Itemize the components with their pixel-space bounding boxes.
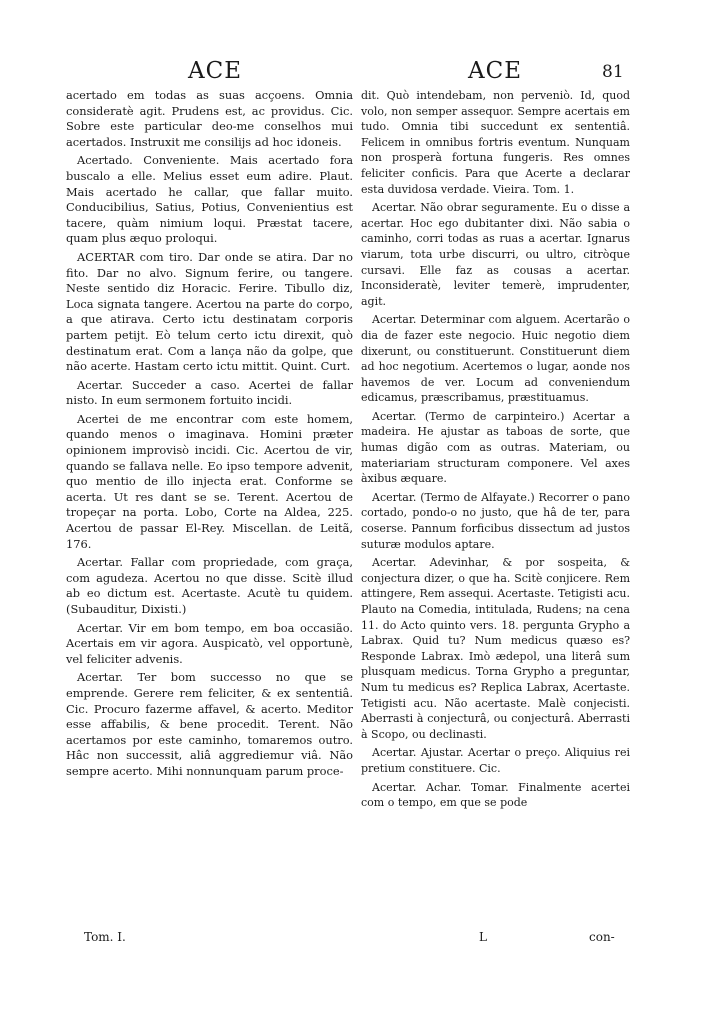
entry-paragraph: Acertar. Fallar com propriedade, com graça, com agudeza. Acertou no que disse. Scitè illud ab eo dictum est. Acertaste. Acutè tu quidem. (Subauditur, Dixisti.)	[66, 555, 353, 616]
entry-paragraph: Acertar. Ter bom successo no que se emprende. Gerere rem feliciter, & ex sententiâ. Cic. Procuro fazerme affavel, & acerto. Meditor esse affabilis, & bene procedit. Terent. Não acertamos por este caminho, tomaremos outro. Hâc non successit, aliâ aggrediemur viâ. Não sempre acerto. Mihi nonnunquam parum proce-	[66, 670, 353, 778]
entry-paragraph: Acertar. Adevinhar, & por sospeita, & conjectura dizer, o que ha. Scitè conjicere. Rem attingere, Rem assequi. Acertaste. Tetigisti acu. Plauto na Comedia, intitulada, Rudens; na cena 11. do Acto quinto vers. 18. pergunta Grypho a Labrax. Quid tu? Num medicus quæso es? Responde Labrax. Imò ædepol, una literâ sum plusquam medicus. Torna Grypho a preguntar, Num tu medicus es? Replica Labrax, Acertaste. Tetigisti acu. Não acertaste. Malè conjecisti. Aberrasti à conjecturâ, ou conjecturâ. Aberrasti à Scopo, ou declinasti.	[361, 556, 630, 741]
right-column	[361, 88, 630, 814]
header-left-word: ACE	[188, 58, 242, 84]
entry-paragraph: Acertar. Achar. Tomar. Finalmente acertei com o tempo, em que se pode	[361, 780, 630, 810]
entry-paragraph: Acertar. Não obrar seguramente. Eu o disse a acertar. Hoc ego dubitanter dixi. Não sabia o caminho, corri todas as ruas a acertar. Ignarus viarum, tota urbe discurri, ou ultro, citròque cursavi. Elle faz as cousas a acertar. Inconsideratè, leviter temerè, imprudenter, agit.	[361, 201, 630, 308]
entry-paragraph: Acertar. Succeder a caso. Acertei de fallar nisto. In eum sermonem fortuito incidi.	[66, 377, 353, 408]
entry-paragraph: Acertei de me encontrar com este homem, quando menos o imaginava. Homini præter opinionem improvisò incidi. Cic. Acertou de vir, quando se fallava nelle. Eo ipso tempore advenit, quo mentio de illo injecta erat. Conforme se acerta. Ut res dant se se. Terent. Acertou de tropeçar na porta. Lobo, Corte na Aldea, 225. Acertou de passar El-Rey. Miscellan. de Leitã, 176.	[66, 411, 353, 551]
entry-paragraph: Acertado. Conveniente. Mais acertado fora buscalo a elle. Melius esset eum adire. Plaut. Mais acertado he callar, que fallar muito. Conducibilius, Satius, Potius, Convenientius est tacere, quàm nimium loqui. Præstat tacere, quam plus æquo proloqui.	[66, 153, 353, 246]
entry-paragraph: dit. Quò intendebam, non perveniò. Id, quod volo, non semper assequor. Sempre acertais em tudo. Omnia tibi succedunt ex sententiâ. Felicem in omnibus fortris eventum. Nunquam non prosperà fortuna fungeris. Res omnes feliciter conficis. Para que Acerte a declarar esta duvidosa verdade. Vieira. Tom. 1.	[361, 89, 630, 196]
running-header	[0, 58, 709, 88]
signature-mark: L	[479, 930, 487, 944]
entry-paragraph: Acertar. Vir em bom tempo, em boa occasião. Acertais em vir agora. Auspicatò, vel opportunè, vel feliciter advenis.	[66, 620, 353, 666]
entry-paragraph: Acertar. Ajustar. Acertar o preço. Aliquius rei pretium constituere. Cic.	[361, 746, 630, 775]
page-number: 81	[602, 62, 624, 82]
left-column	[66, 88, 353, 783]
volume-signature: Tom. I.	[84, 930, 126, 944]
entry-paragraph: acertado em todas as suas acçoens. Omnia consideratè agit. Prudens est, ac providus. Cic. Sobre este particular deo-me conselhos mui acertados. Instruxit me consilijs ad hoc idoneis.	[66, 88, 353, 149]
catchword: con-	[589, 930, 615, 944]
entry-paragraph: Acertar. Determinar com alguem. Acertarão o dia de fazer este negocio. Huic negotio diem dixerunt, ou constituerunt. Constituerunt diem ad hoc negotium. Acertemos o lugar, aonde nos havemos de ver. Locum ad conveniendum edicamus, præscribamus, præstituamus.	[361, 313, 630, 405]
header-right-word: ACE	[468, 58, 522, 84]
entry-paragraph: Acertar. (Termo de Alfayate.) Recorrer o pano cortado, pondo-o no justo, que hâ de ter, para coserse. Pannum forficibus dissectum ad justos suturæ modulos aptare.	[361, 490, 630, 551]
entry-paragraph: Acertar. (Termo de carpinteiro.) Acertar a madeira. He ajustar as taboas de sorte, que humas digão com as outras. Materiam, ou materiariam structuram componere. Vel axes àxibus æquare.	[361, 409, 630, 486]
entry-paragraph: ACERTAR com tiro. Dar onde se atira. Dar no fito. Dar no alvo. Signum ferire, ou tangere. Neste sentido diz Horacic. Ferire. Tibullo diz, Loca signata tangere. Acertou na parte do corpo, a que atirava. Certo ictu destinatam corporis partem petijt. Eò telum certo ictu direxit, quò destinatum erat. Com a lança não da golpe, que não acerte. Hastam certo ictu mittit. Quint. Curt.	[66, 249, 353, 374]
